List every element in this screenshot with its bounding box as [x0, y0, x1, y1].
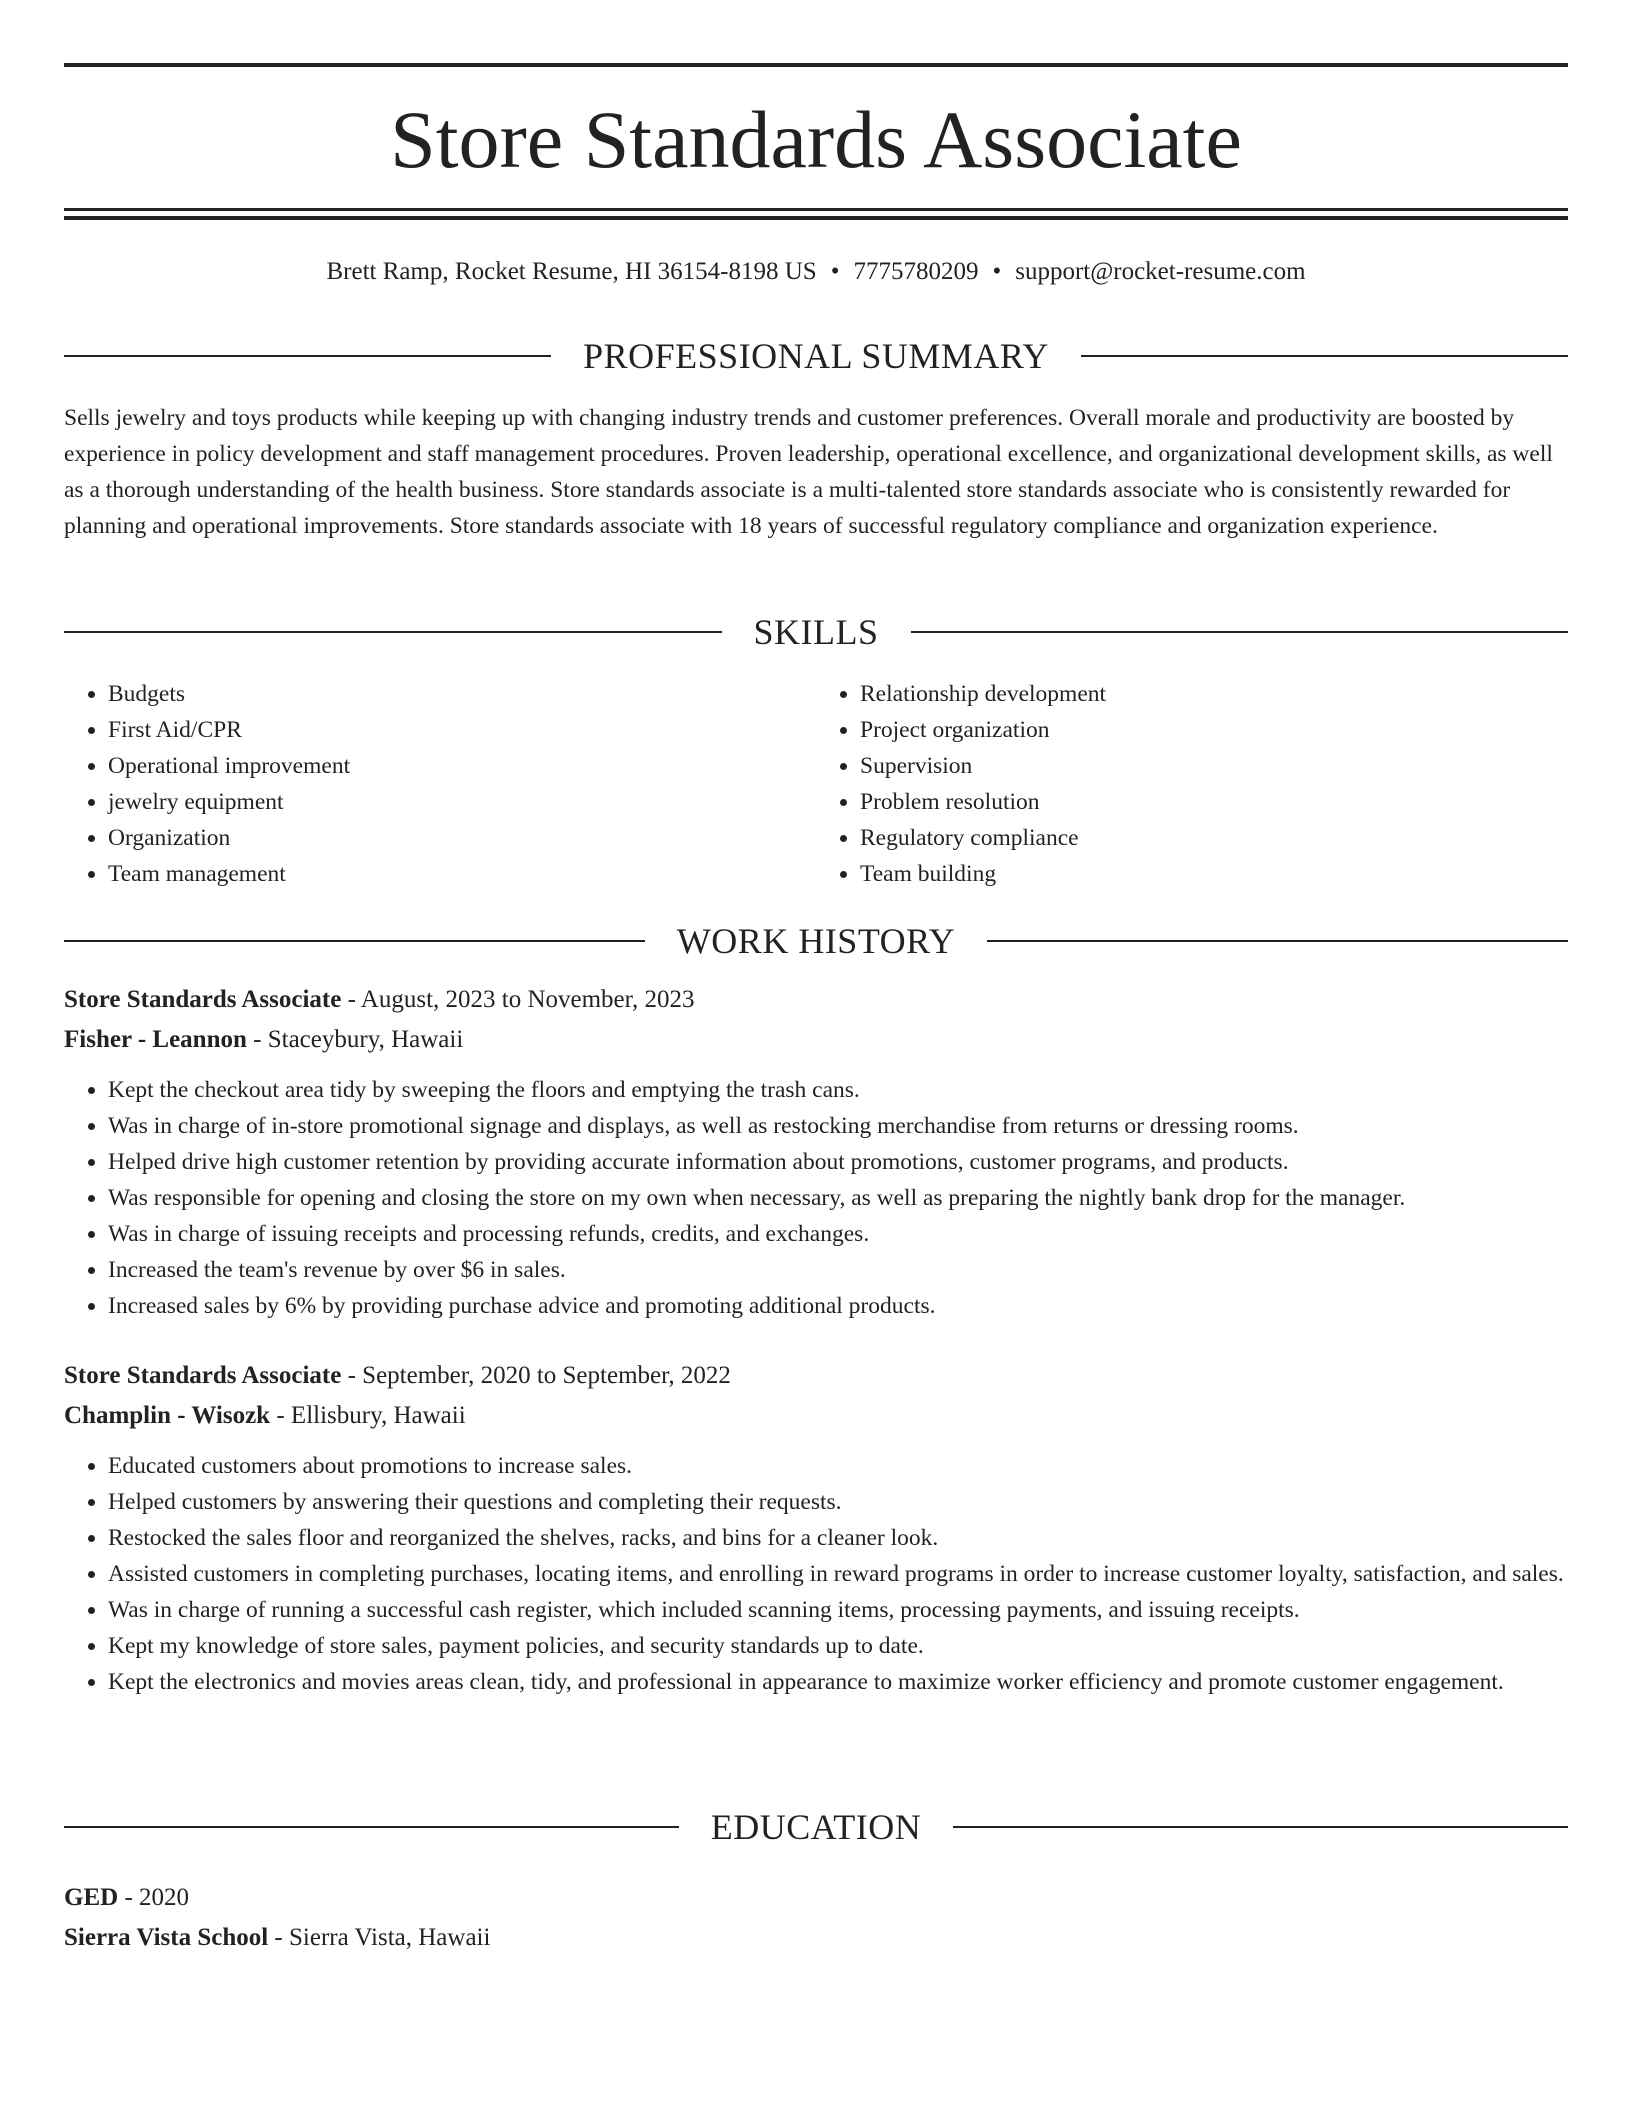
- skill-item: • Budgets: [108, 676, 816, 712]
- skill-item: • Project organization: [860, 712, 1568, 748]
- heading-rule-right: [987, 940, 1568, 942]
- education-school-line: [64, 1918, 1568, 1958]
- contact-phone: 7775780209: [853, 258, 979, 285]
- job-bullet: • Increased sales by 6% by providing purchase advice and promoting additional products.: [108, 1288, 1568, 1324]
- skill-item: • Operational improvement: [108, 748, 816, 784]
- heading-rule-left: [64, 631, 722, 633]
- skill-item: • Team building: [860, 856, 1568, 892]
- job-bullets: [64, 1072, 1568, 1324]
- job-bullet: • Helped customers by answering their questions and completing their requests.: [108, 1484, 1568, 1520]
- heading-rule-left: [64, 940, 645, 942]
- job-title-line: [64, 1356, 1568, 1396]
- job-entry: [64, 980, 1568, 1324]
- skills-list: [64, 676, 1568, 892]
- skills-heading-label: SKILLS: [753, 612, 879, 652]
- skill-item: • First Aid/CPR: [108, 712, 816, 748]
- heading-rule-right: [953, 1826, 1568, 1828]
- education-degree: GED: [64, 1884, 119, 1911]
- skill-item: • Team management: [108, 856, 816, 892]
- skill-item: • Problem resolution: [860, 784, 1568, 820]
- job-bullet: • Kept the checkout area tidy by sweeping the floors and emptying the trash cans.: [108, 1072, 1568, 1108]
- education-entry: [64, 1878, 1568, 1958]
- education-heading-label: EDUCATION: [710, 1807, 922, 1847]
- work-heading-label: WORK HISTORY: [676, 921, 956, 961]
- education-school: Sierra Vista School: [64, 1924, 269, 1951]
- job-bullet: • Was in charge of running a successful cash register, which included scanning items, processing payments, and issuing receipts.: [108, 1592, 1568, 1628]
- skills-column-left: [64, 676, 816, 892]
- summary-heading: [64, 334, 1568, 378]
- title-rule-thick: [64, 216, 1568, 220]
- summary-heading-label: PROFESSIONAL SUMMARY: [583, 336, 1049, 376]
- education-location: - Sierra Vista, Hawaii: [268, 1924, 491, 1951]
- heading-rule-left: [64, 355, 551, 357]
- resume-title: Store Standards Associate: [390, 94, 1242, 185]
- contact-separator: •: [830, 258, 840, 285]
- job-bullet: • Increased the team's revenue by over $6 in sales.: [108, 1252, 1568, 1288]
- job-entry: [64, 1356, 1568, 1700]
- job-bullet: • Restocked the sales floor and reorganized the shelves, racks, and bins for a cleaner look.: [108, 1520, 1568, 1556]
- job-company-line: [64, 1020, 1568, 1060]
- skill-item: • Relationship development: [860, 676, 1568, 712]
- skill-item: • Supervision: [860, 748, 1568, 784]
- title-rule-thin: [64, 208, 1568, 211]
- heading-rule-right: [1081, 355, 1568, 357]
- heading-rule-right: [911, 631, 1569, 633]
- job-bullet: • Kept my knowledge of store sales, payment policies, and security standards up to date.: [108, 1628, 1568, 1664]
- work-heading: [64, 919, 1568, 963]
- contact-line: [64, 254, 1568, 290]
- job-bullet: • Was in charge of issuing receipts and processing refunds, credits, and exchanges.: [108, 1216, 1568, 1252]
- skills-column-right: [816, 676, 1568, 892]
- skill-item: • Regulatory compliance: [860, 820, 1568, 856]
- contact-email: support@rocket-resume.com: [1015, 258, 1306, 285]
- education-degree-line: [64, 1878, 1568, 1918]
- top-rule: [64, 63, 1568, 67]
- job-title: Store Standards Associate: [64, 1362, 342, 1389]
- job-bullet: • Was responsible for opening and closing the store on my own when necessary, as well as preparing the nightly bank drop for the manager.: [108, 1180, 1568, 1216]
- job-location: - Staceybury, Hawaii: [246, 1026, 464, 1053]
- skills-heading: [64, 610, 1568, 654]
- education-year: - 2020: [118, 1884, 190, 1911]
- job-company: Fisher - Leannon: [64, 1026, 247, 1053]
- job-company-line: [64, 1396, 1568, 1436]
- job-location: - Ellisbury, Hawaii: [270, 1402, 466, 1429]
- job-title: Store Standards Associate: [64, 986, 342, 1013]
- summary-text: Sells jewelry and toys products while keeping up with changing industry trends and customer preferences. Overall morale and productivity are boosted by experience in policy development and staff management procedures. Proven leadership, operational excellence, and organizational development skills, as well as a thorough understanding of the health business. Store standards associate is a multi-talented store standards associate who is consistently rewarded for planning and operational improvements. Store standards associate with 18 years of successful regulatory compliance and organization experience.: [64, 405, 1553, 539]
- education-heading: [64, 1805, 1568, 1849]
- contact-address: Brett Ramp, Rocket Resume, HI 36154-8198 US: [326, 258, 817, 285]
- job-title-line: [64, 980, 1568, 1020]
- job-bullet: • Was in charge of in-store promotional signage and displays, as well as restocking merchandise from returns or dressing rooms.: [108, 1108, 1568, 1144]
- job-bullet: • Kept the electronics and movies areas clean, tidy, and professional in appearance to maximize worker efficiency and promote customer engagement.: [108, 1664, 1568, 1700]
- job-bullet: • Educated customers about promotions to increase sales.: [108, 1448, 1568, 1484]
- job-dates: - August, 2023 to November, 2023: [341, 986, 695, 1013]
- heading-rule-left: [64, 1826, 679, 1828]
- job-bullet: • Helped drive high customer retention by providing accurate information about promotions, customer programs, and products.: [108, 1144, 1568, 1180]
- job-dates: - September, 2020 to September, 2022: [341, 1362, 731, 1389]
- skill-item: • jewelry equipment: [108, 784, 816, 820]
- skill-item: • Organization: [108, 820, 816, 856]
- job-bullets: [64, 1448, 1568, 1700]
- contact-separator: •: [992, 258, 1002, 285]
- job-company: Champlin - Wisozk: [64, 1402, 271, 1429]
- job-bullet: • Assisted customers in completing purchases, locating items, and enrolling in reward programs in order to increase customer loyalty, satisfaction, and sales.: [108, 1556, 1568, 1592]
